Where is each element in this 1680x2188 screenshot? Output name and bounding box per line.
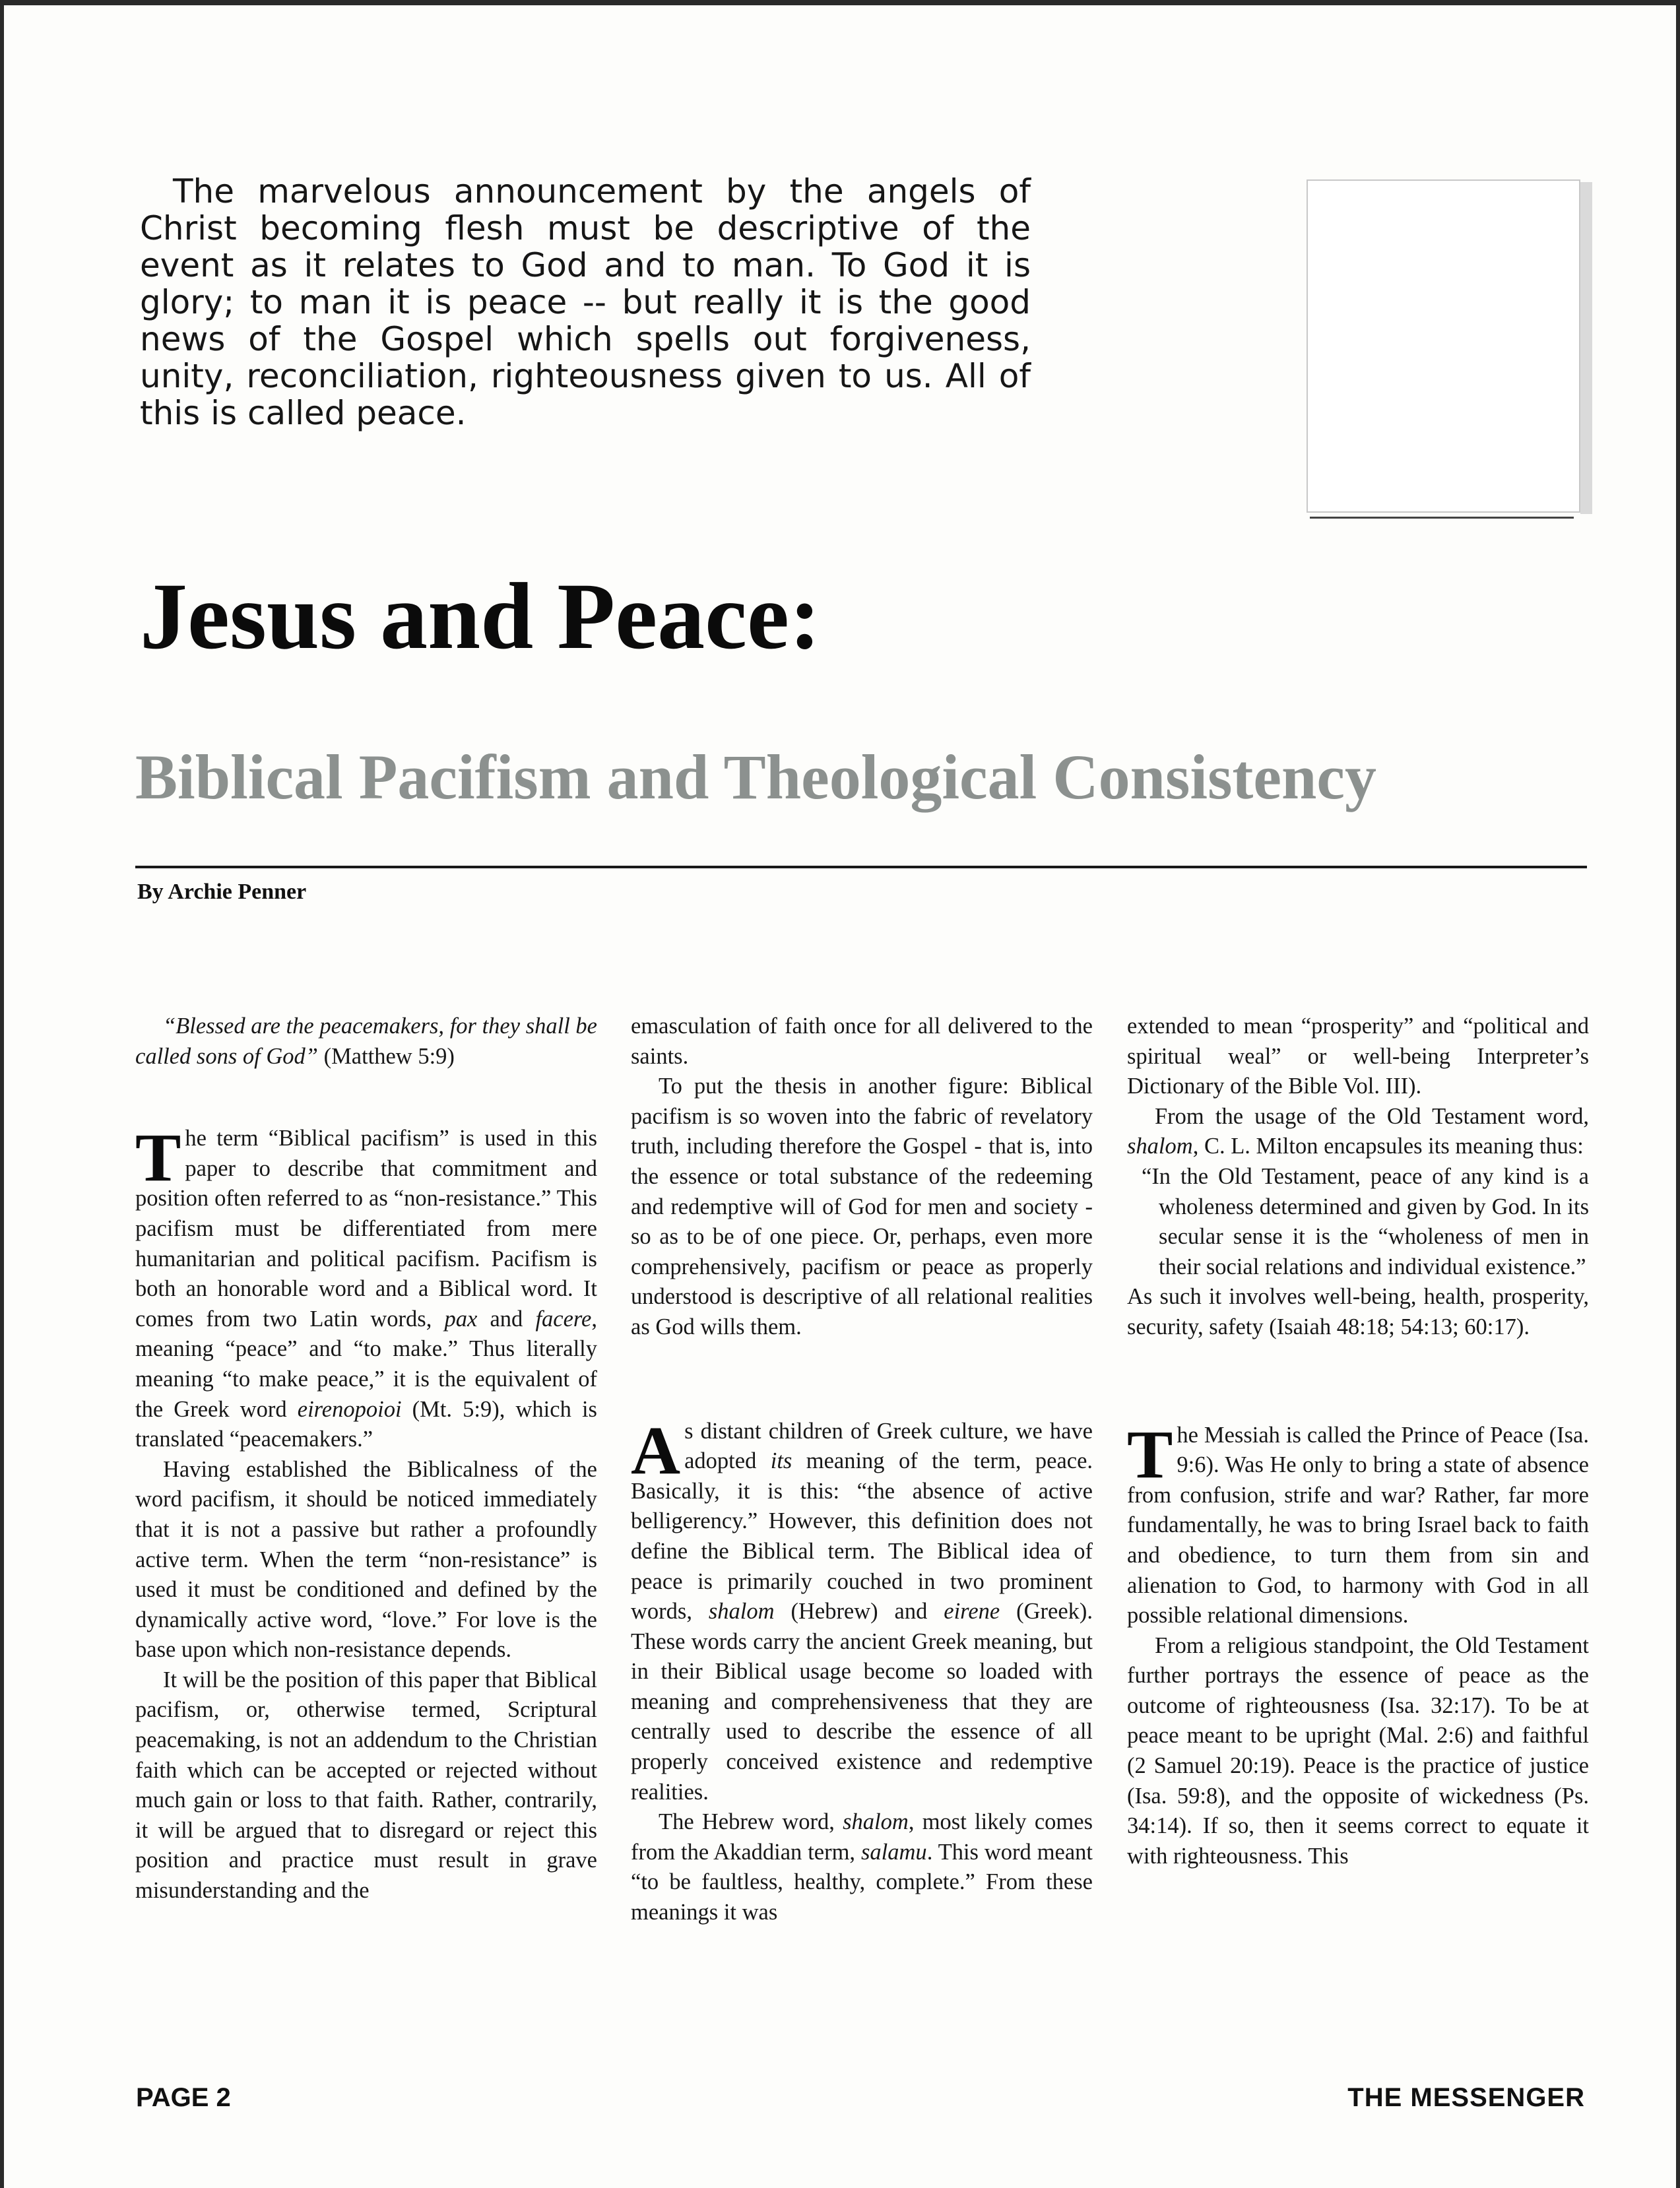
paragraph: As such it involves well-being, health, prosperity, security, safety (Isaiah 48:18; 54:13; 60:17).: [1127, 1284, 1589, 1339]
text-run: , most likely comes from the Akaddian term,: [631, 1809, 1093, 1865]
byline: By Archie Penner: [137, 880, 307, 904]
scan-border-right: [1676, 0, 1680, 2188]
text-run: . This word meant “to be faultless, healthy, complete.” From these meanings it was: [631, 1839, 1093, 1925]
italic-term: facere: [535, 1306, 592, 1332]
drop-cap: A: [631, 1412, 681, 1489]
text-run: (Mt. 5:9), which is translated “peacemakers.”: [135, 1396, 597, 1452]
paragraph: It will be the position of this paper that Biblical pacifism, or, otherwise termed, Scriptural peacemaking, is not an addendum to the Christian faith which can be accepted or rejected without much gain or loss to that faith. Rather, contrarily, it will be argued that to disregard or reject this position and practice must result in grave misunderstanding and the: [135, 1667, 597, 1904]
intro-text: The marvelous announcement by the angels of Christ becoming flesh must be descriptive of the event as it relates to God and to man. To God it is glory; to man it is peace -- but really it is the good news of the Gospel which spells out forgiveness, unity, reconciliation, righteousness given to us. All of this is called peace.: [140, 172, 1031, 432]
paragraph: From a religious standpoint, the Old Testament further portrays the essence of peace as the outcome of righteousness (Isa. 32:17). To be at peace meant to be upright (Mal. 2:6) and faithful (2 Samuel 20:19). Peace is the practice of justice (Isa. 59:8), and the opposite of wickedness (Ps. 34:14). If so, then it seems correct to equate it with righteousness. This: [1127, 1632, 1589, 1869]
drop-cap: T: [135, 1120, 181, 1196]
scan-border-left: [0, 0, 4, 2188]
photo-shadow: [1580, 182, 1592, 514]
intro-paragraph: [140, 173, 1031, 432]
paragraph: [1127, 1102, 1589, 1162]
text-run: (Hebrew) and: [774, 1599, 944, 1625]
text-run: s distant children of Greek culture, we have adopted: [684, 1418, 1093, 1474]
italic-term: shalom: [1127, 1134, 1193, 1159]
italic-term: pax: [444, 1306, 478, 1332]
text-run: , meaning “peace” and “to make.” Thus literally meaning “to make peace,” it is the equivalent of the Greek word: [135, 1306, 597, 1422]
page-number: PAGE 2: [136, 2083, 231, 2112]
paragraph: emasculation of faith once for all delivered to the saints.: [631, 1014, 1093, 1069]
spacer: [631, 1343, 1093, 1417]
article-subtitle: Biblical Pacifism and Theological Consistency: [135, 742, 1376, 812]
epigraph: [135, 1012, 597, 1072]
text-run: From the usage of the Old Testament word,: [1155, 1103, 1589, 1129]
paragraph: Having established the Biblicalness of the word pacifism, it should be noticed immediately that it is not a passive but rather a profoundly active term. When the term “non-resistance” is used it must be conditioned and defined by the dynamically active word, “love.” For love is the base upon which non-resistance depends.: [135, 1456, 597, 1663]
photo-underline: [1310, 517, 1574, 519]
text-run: (Greek). These words carry the ancient Greek meaning, but in their Biblical usage become so loaded with meaning and comprehensiveness that they are centrally used to describe the essence of all properly conceived existence and redemptive realities.: [631, 1599, 1093, 1805]
italic-term: its: [770, 1448, 792, 1474]
column-2: [631, 1012, 1093, 1928]
text-run: The Hebrew word,: [659, 1809, 843, 1835]
paragraph: [631, 1807, 1093, 1927]
text-run: , C. L. Milton encapsules its meaning thus:: [1192, 1134, 1584, 1159]
spacer: [1127, 1343, 1589, 1421]
text-run: meaning of the term, peace. Basically, it is this: “the absence of active belligerency.” However, this definition does not define the Biblical term. The Biblical idea of peace is primarily couched in two prominent words,: [631, 1448, 1093, 1625]
publication-name: THE MESSENGER: [1347, 2083, 1585, 2112]
block-quote: “In the Old Testament, peace of any kind is a wholeness determined and given by God. In its secular sense it is the “wholeness of men in their social relations and individual existence.”: [1142, 1163, 1589, 1279]
italic-term: eirenopoioi: [297, 1396, 402, 1422]
title-rule: [135, 866, 1587, 868]
paragraph: [135, 1120, 597, 1455]
italic-term: salamu: [861, 1839, 927, 1865]
epigraph-reference: (Matthew 5:9): [323, 1043, 455, 1069]
paragraph: To put the thesis in another figure: Biblical pacifism is so woven into the fabric of revelatory truth, including therefore the Gospel - that is, into the essence or total substance of the redeeming and redemptive will of God for men and society - so as to be of one piece. Or, perhaps, even more comprehensively, pacifism or peace as properly understood is descriptive of all relational realities as God wills them.: [631, 1074, 1093, 1339]
paragraph: [631, 1412, 1093, 1808]
article-title: Jesus and Peace:: [140, 564, 821, 669]
italic-term: eirene: [944, 1599, 1000, 1625]
drop-cap: T: [1127, 1416, 1173, 1493]
spacer: [135, 1072, 597, 1124]
italic-term: shalom: [843, 1809, 909, 1835]
column-3: [1127, 1012, 1589, 1871]
text-run: and: [477, 1306, 536, 1332]
italic-term: shalom: [708, 1599, 775, 1625]
photo-placeholder: [1307, 179, 1580, 513]
paragraph: extended to mean “prosperity” and “political and spiritual weal” or well-being Interpreter’s Dictionary of the Bible Vol. III).: [1127, 1014, 1589, 1099]
epigraph-quote: “Blessed are the peacemakers, for they shall be called sons of God”: [135, 1014, 597, 1069]
scan-border-top: [0, 0, 1680, 5]
column-1: [135, 1012, 597, 1906]
paragraph: [1127, 1416, 1589, 1631]
text-run: he term “Biblical pacifism” is used in this paper to describe that commitment and position often referred to as “non-resistance.” This pacifism must be differentiated from mere humanitarian and political pacifism. Pacifism is both an honorable word and a Biblical word. It comes from two Latin words,: [135, 1126, 597, 1332]
text-run: he Messiah is called the Prince of Peace (Isa. 9:6). Was He only to bring a state of absence from confusion, strife and war? Rather, far more fundamentally, he was to bring Israel back to faith and obedience, to turn them from sin and alienation to God, to harmony with God in all possible relational dimensions.: [1127, 1422, 1589, 1628]
